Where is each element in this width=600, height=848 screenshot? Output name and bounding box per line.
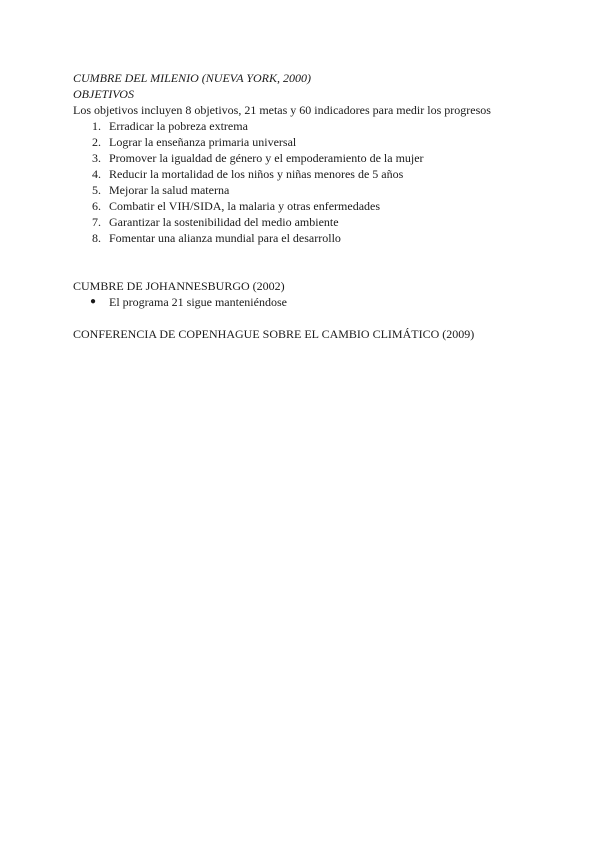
- list-item-number: 6.: [92, 199, 101, 213]
- list-item-text: Lograr la enseñanza primaria universal: [109, 135, 297, 149]
- list-item: [73, 182, 553, 198]
- spacer: [73, 246, 553, 278]
- list-item-text: Reducir la mortalidad de los niños y niñas menores de 5 años: [109, 167, 404, 181]
- list-item: [73, 150, 553, 166]
- list-item: [73, 166, 553, 182]
- list-item: [73, 294, 553, 310]
- list-item-text: Erradicar la pobreza extrema: [109, 119, 248, 133]
- section-heading-johannesburg-summit: CUMBRE DE JOHANNESBURGO (2002): [73, 279, 285, 293]
- objectives-intro-paragraph: Los objetivos incluyen 8 objetivos, 21 metas y 60 indicadores para medir los progresos: [73, 103, 491, 117]
- list-item-number: 1.: [92, 119, 101, 133]
- list-item-number: 8.: [92, 231, 101, 245]
- list-item-number: 3.: [92, 151, 101, 165]
- list-item-text: El programa 21 sigue manteniéndose: [109, 295, 287, 309]
- spacer: [73, 310, 553, 326]
- list-item-number: 4.: [92, 167, 101, 181]
- list-item-text: Garantizar la sostenibilidad del medio ambiente: [109, 215, 339, 229]
- list-item: [73, 230, 553, 246]
- johannesburg-bullet-list: [73, 294, 553, 310]
- list-item: [73, 118, 553, 134]
- section-heading-copenhagen-conference: CONFERENCIA DE COPENHAGUE SOBRE EL CAMBIO CLIMÁTICO (2009): [73, 327, 475, 341]
- objectives-list: [73, 118, 553, 246]
- list-item-text: Mejorar la salud materna: [109, 183, 230, 197]
- list-item-number: 2.: [92, 135, 101, 149]
- document-body: [73, 70, 553, 342]
- list-item: [73, 214, 553, 230]
- list-item-text: Combatir el VIH/SIDA, la malaria y otras enfermedades: [109, 199, 381, 213]
- list-item-text: Fomentar una alianza mundial para el desarrollo: [109, 231, 341, 245]
- bullet-icon: ●: [90, 296, 97, 307]
- subheading-objectives: OBJETIVOS: [73, 87, 134, 101]
- list-item-number: 5.: [92, 183, 101, 197]
- list-item: [73, 134, 553, 150]
- list-item: [73, 198, 553, 214]
- list-item-text: Promover la igualdad de género y el empoderamiento de la mujer: [109, 151, 424, 165]
- section-heading-millennium-summit: CUMBRE DEL MILENIO (NUEVA YORK, 2000): [73, 71, 311, 85]
- list-item-number: 7.: [92, 215, 101, 229]
